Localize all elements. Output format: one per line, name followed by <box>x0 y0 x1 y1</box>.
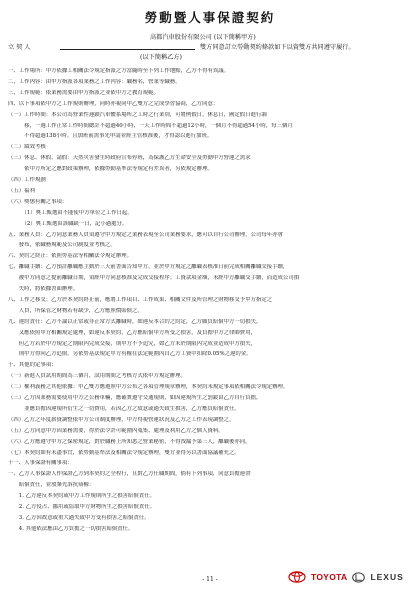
contract-line: 四、以下事項依甲方之工作規則辦理，同時亦視同甲乙雙方之完成學習協商，乙方同意： <box>8 100 219 107</box>
contract-line: （2）獎工甄選由該職缺一日，記小過處分。 <box>8 220 128 227</box>
contract-line: 一、乙方人事保證人作保證乙方到本契約之全程行，且對乙方任職期間，倘有下列事項，同意負擔連帶 <box>8 471 251 478</box>
brand-toyota: TOYOTA <box>311 572 348 582</box>
brand-lexus: LEXUS <box>370 572 404 582</box>
contract-line: （三）乙方因業務需要使用甲方之公務車輛，應確實遵守交通規則，如因違規所生之罰鍰由乙方自行負擔， <box>8 395 262 401</box>
contract-line: 被甲方同意之提前離職日期，須經甲方同意核准及完成交接程序；工資款項金額，未經甲方離職交手續，而造成公司損 <box>8 275 300 282</box>
contract-line: 則甲方得向乙方追償。另依勞基法規定甲方有權在法定範圍內自乙方工資中扣除0.05%之違約金。 <box>8 351 252 358</box>
party-b-signature-line[interactable] <box>60 42 195 50</box>
contract-line: 發布，依職務規範及公司制度並考核之。 <box>8 242 116 249</box>
contract-line: 移，一週工作正常工作時間總計不超過40小時，一天工作時間不超過12小時，一個月不得超過54小時，每三個月 <box>8 122 293 129</box>
party-b-note: (以下簡稱乙方) <box>140 54 182 61</box>
contract-line: （二）權利義務之其他依據：甲乙雙方應遵照甲方公布之各項管理規章辦理，本契約未規定事項依相關法令規定辦理。 <box>8 384 289 391</box>
contract-line: （三）休息、休假、請假：天然災害發生時政府宣布停班，為保護乙方生命安全及勞動甲方營運之需求 <box>8 155 251 162</box>
contract-line: 二、工作內容：由甲方指派各項業務之工作內容：職務名，營業等職務。 <box>8 78 181 85</box>
contract-line: （六）乙方應遵守甲方之保密規定，對於職務上所知悉之營業秘密，不得洩漏予第三人，離職後亦同。 <box>8 438 251 445</box>
contract-line: （一）新進人員試用期間為三個月，試用期間之考核方式依甲方規定辦理。 <box>8 373 186 380</box>
contract-line: 十、其他約定事項： <box>8 362 57 369</box>
contract-line: 但乙方若於甲方規定之期限內完成交接，則甲方不予追究，如乙方未於期限內完成並造成甲方損失， <box>8 340 256 347</box>
contract-line: 不得超過138小時。且加班前需事先申請並經主管核准後，才得認以進行加班。 <box>8 133 213 140</box>
contract-line: 八、工作之移交：乙方於本契約終止前，應將工作項目、工作成果、相關文件及所管理之財物移交予甲方指定之 <box>8 296 273 303</box>
document-title: 勞動暨人事保證契約 <box>144 10 276 25</box>
contract-line: 五、業務人員：乙方同意業務人員須遵守甲方規定之業務表現至公司業務要求，應可以自行公司辦理，公司每年亦會 <box>8 231 283 238</box>
contract-line: （二）績效考核 <box>8 144 46 151</box>
contract-line: 並應負擔因違規所衍生之一切費用，若因乙方之故意或過失致生損害，乙方應負賠償責任。 <box>8 405 240 412</box>
contract-line: 十一、人事保證有關事項： <box>8 460 73 467</box>
contract-line: 3. 乙方因故意或重大過失致甲方受有損害之賠償責任。 <box>8 514 150 521</box>
contract-line: （五）福利 <box>8 187 35 194</box>
contract-line: （五）乙方同意甲方因業務需要，得於法令許可範圍內蒐集、處理及利用乙方之個人資料。 <box>8 427 224 434</box>
contract-line: 賠償責任，並放棄先訴抗辯權： <box>8 482 95 489</box>
contract-line: 九、違約責任：乙方不論以正常或非正常方式離職時，如違反本合約之約定，乙方願負賠償甲方一切損失， <box>8 318 262 325</box>
page-number: - 11 - <box>202 576 218 583</box>
contract-line: 六、契約之終止：依照勞基法等相關法令規定辦理。 <box>8 253 132 260</box>
contract-line: （六）獎懲有關之事項： <box>8 198 68 205</box>
contract-line: （一）工作時間：本公司為營業性連鎖汽車體系場所之工時之行業別，可將例假日，休息日，國定假日進行調 <box>8 111 267 118</box>
contract-line: （四）乙方之年度薪資調整依甲方公司制度辦理，甲方得視營運狀況及乙方之工作表現調整之。 <box>8 416 235 423</box>
contract-line: 又應依照甲方相關規定處理，如違反本契約，乙方應賠償甲方所受之損害，及負擔甲方之律師費用， <box>8 329 256 336</box>
contract-line: 一、工作場所：甲方依據工相關法令規定指派之方當隨時至下列工作地點，乙方不得有異議。 <box>8 68 230 74</box>
contract-line: 七、離職手續：乙方預計離職應主動於三天前書面告知甲方，並於甲方規定之離職表核准日前完成相關離職交接手續， <box>8 264 289 271</box>
party-a-name: 高都汽車股份有限公司 (以下簡稱甲方) <box>150 34 256 41</box>
contract-line: 2. 乙方侵占、挪用或盜取甲方財物所生之損害賠償責任。 <box>8 504 156 510</box>
contract-line: （七）本契約如有未盡事宜，依勞動基準法及相關法令規定辦理，雙方並得另以書面協議補充之。 <box>8 449 240 456</box>
toyota-emblem-icon <box>288 571 306 583</box>
brand-logo <box>288 568 404 586</box>
contract-line: （1）獎工甄選由不能使甲方單位之工作日起。 <box>8 209 133 216</box>
contract-line: （四）工作規劃 <box>8 177 46 183</box>
contract-line: 失時，將依據書面辦理。 <box>8 286 79 292</box>
contract-line: 三、工作規範：依業務需要由甲方指派之並依甲方之教育規範。 <box>8 89 159 96</box>
party-b-clause: 雙方同意訂立勞動契約條款如下以資雙方共同遵守履行。 <box>200 44 355 51</box>
lexus-emblem-icon <box>352 572 365 583</box>
contract-line: 依甲方所定之應對政策辦理，依據勞動基準法等規定有差異者，另依規定辦理。 <box>8 166 213 173</box>
contract-line: 人員，所保管之財物若有缺少，乙方應照價賠償之。 <box>8 307 143 314</box>
party-b-prefix: 立 契 人 <box>8 44 31 51</box>
contract-line: 4. 其他依法應由乙方負擔之一切損害賠償責任。 <box>8 525 134 532</box>
contract-line: 1. 乙方違反本契約或甲方工作規則所生之損害賠償責任。 <box>8 493 156 500</box>
